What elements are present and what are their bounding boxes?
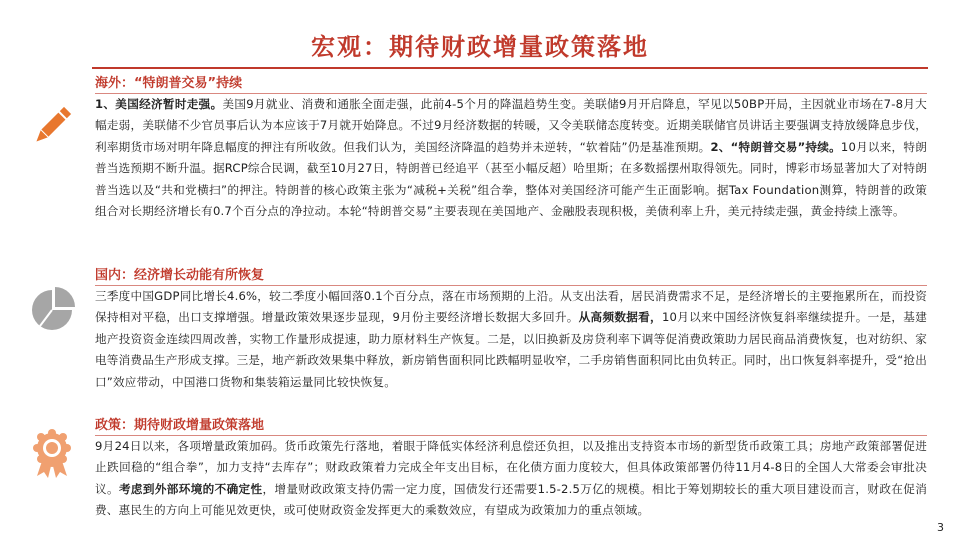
policy-section: [95, 416, 927, 522]
title-divider: [92, 67, 928, 69]
section-body: [95, 94, 927, 222]
text-run: ，增量财政政策支持仍需一定力度，国债发行还需要1.5-2.5万亿的规模。相比于筹划期较长的重大项目建设而言，财政在促消费、惠民生的方向上可能见效更快，或可使财政资金发挥更大的乘数效应，有望成为政策加力的重点领域。: [95, 481, 928, 518]
text-run: 10月以来，特朗普当选预期不断升温。据RCP综合民调，截至10月27日，特朗普已经追平（甚至小幅反超）哈里斯；在多数摇摆州取得领先。同时，博彩市场显著加大了对特朗普当选以及“共和党横扫”的押注。特朗普的核心政策主张为“减税+关税”组合拳，整体对美国经济可能产生正面影响。据Tax Foundation测算，特朗普的政策组合对长期经济增长有0.7个百分点的净拉动。本轮“特朗普交易”主要表现在美国地产、金融股表现积极，美债利率上升，美元持续走强，黄金持续上涨等。: [95, 139, 928, 219]
text-run: 三季度中国GDP同比增长4.6%，较二季度小幅回落0.1个百分点，落在市场预期的上沿。从支出法看，居民消费需求不足，是经济增长的主要拖累所在，而投资保持相对平稳，出口支撑增强。增量政策效果逐步显现，9月份主要经济增长数据大多回升。: [95, 289, 927, 325]
section-heading: 国内：经济增长动能有所恢复: [95, 266, 927, 286]
domestic-section: [95, 266, 927, 393]
text-run: 9月24日以来，各项增量政策加码。货币政策先行落地，着眼于降低实体经济利息偿还负担，以及推出支持资本市场的新型货币政策工具；房地产政策部署促进止跌回稳的“组合拳”，加力支持“去库存”；财政政策着力完成全年支出目标，在化债方面力度较大，但具体政策部署仍待11月4-8日的全国人大常委会审批决议。: [95, 439, 927, 496]
text-run: 1、美国经济暂时走强。: [95, 97, 223, 111]
page-number: 3: [937, 521, 944, 534]
section-body: [95, 436, 927, 522]
pencil-icon: [26, 100, 78, 152]
overseas-section: [95, 74, 927, 222]
text-run: 从高频数据看，: [578, 310, 662, 325]
section-heading: 政策：期待财政增量政策落地: [95, 416, 927, 436]
text-run: 10月以来中国经济恢复斜率继续提升。一是，基建地产投资资金连续四周改善，实物工作量形成提速，助力原材料生产恢复。二是，以旧换新及房贷利率下调等促消费政策助力居民商品消费恢复，也对纺织、家电等消费品生产形成支撑。三是，地产新政效果集中释放，新房销售面积同比跌幅明显收窄，二手房销售面积同比由负转正。同时，出口恢复斜率提升，受“抢出口”效应带动，中国港口货物和集装箱运量同比较快恢复。: [95, 310, 927, 389]
text-run: 考虑到外部环境的不确定性: [118, 481, 263, 496]
section-heading: 海外：“特朗普交易”持续: [95, 74, 927, 94]
page-title: 宏观：期待财政增量政策落地: [311, 33, 649, 61]
text-run: 美国9月就业、消费和通胀全面走强，此前4-5个月的降温趋势生变。美联储9月开启降息，罕见以50BP开局，主因就业市场在7-8月大幅走弱，美联储不少官员事后认为本应该于7月就开始降息。不过9月经济数据的转暖，又令美联储态度转变。近期美联储官员讲话主要强调支持放缓降息步伐，利率期货市场对明年降息幅度的押注有所收敛。但我们认为，美国经济降温的趋势并未逆转，“软着陆”仍是基准预期。: [95, 97, 927, 154]
award-ribbon-icon: [26, 428, 78, 480]
text-run: 2、“特朗普交易”持续。: [710, 139, 841, 154]
section-body: [95, 286, 927, 393]
pie-chart-icon: [26, 284, 78, 336]
